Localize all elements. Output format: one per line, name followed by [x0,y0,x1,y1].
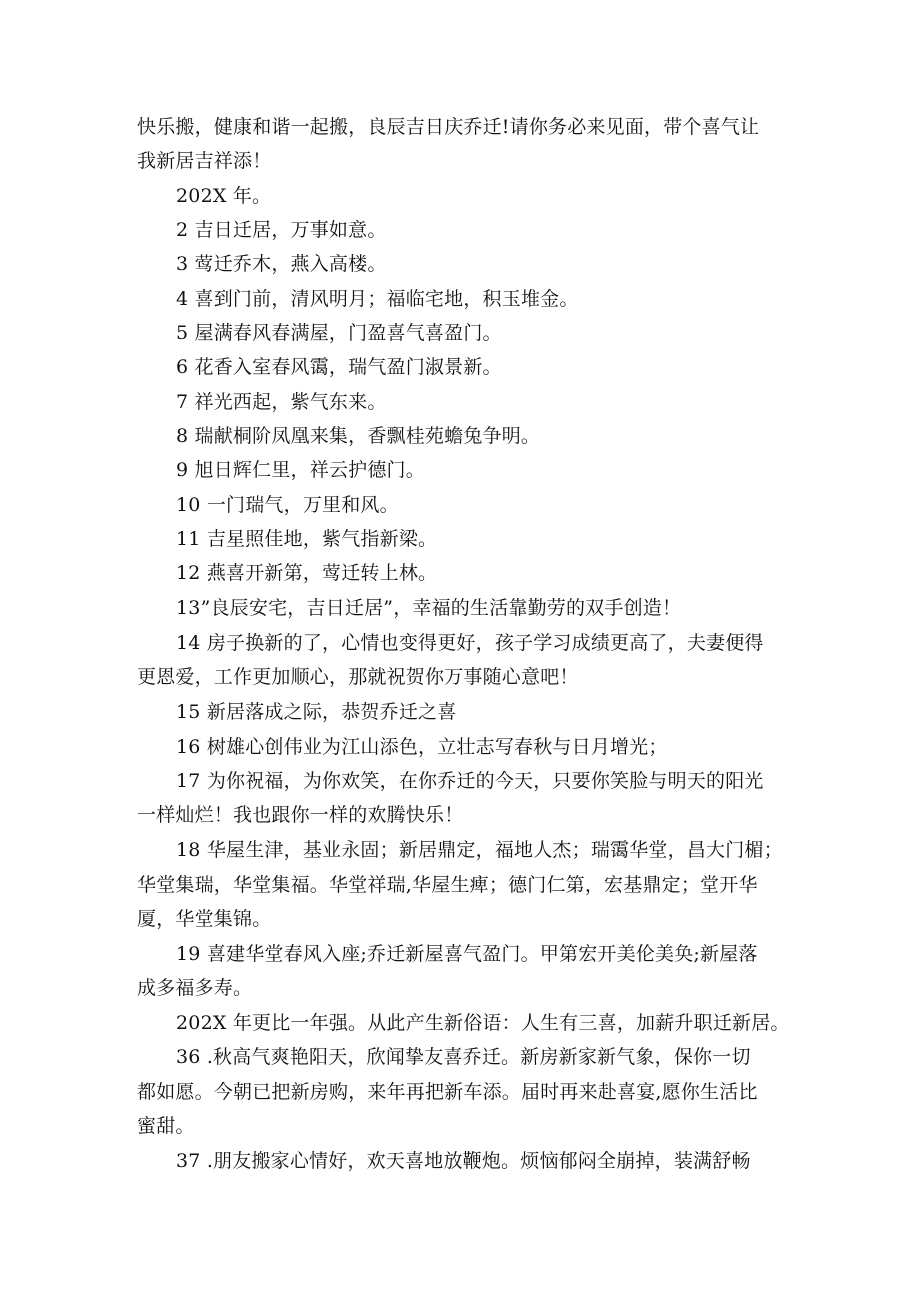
text-line: 10 一门瑞气，万里和风。 [176,494,399,516]
text-line: 蜜甜。 [137,1115,195,1137]
text-line: 一样灿烂！我也跟你一样的欢腾快乐！ [137,804,464,826]
text-line: 202X 年。 [176,185,272,207]
text-line: 17 为你祝福，为你欢笑，在你乔迁的今天，只要你笑脸与明天的阳光 [176,770,764,792]
text-line: 快乐搬，健康和谐一起搬，良辰吉日庆乔迁!请你务必来见面，带个喜气让 [137,116,760,138]
text-line: 14 房子换新的了，心情也变得更好，孩子学习成绩更高了，夫妻便得 [176,632,764,654]
text-line: 12 燕喜开新第，莺迁转上林。 [176,562,438,584]
text-line: 更恩爱，工作更加顺心，那就祝贺你万事随心意吧！ [137,666,579,688]
text-line: 都如愿。今朝已把新房购，来年再把新车添。届时再来赴喜宴,愿你生活比 [137,1081,758,1103]
text-line: 8 瑞献桐阶凤凰来集，香飘桂苑蟾兔争明。 [176,425,541,447]
text-line: 9 旭日辉仁里，祥云护德门。 [176,459,425,481]
text-line: 15 新居落成之际，恭贺乔迁之喜 [176,701,457,723]
text-line: 36 .秋高气爽艳阳天，欣闻挚友喜乔迁。新房新家新气象，保你一切 [176,1046,751,1068]
text-line: 19 喜建华堂春风入座;乔迁新屋喜气盈门。甲第宏开美伦美奂;新屋落 [176,943,758,965]
text-line: 我新居吉祥添！ [137,150,272,172]
text-line: 4 喜到门前，清风明月；福临宅地，积玉堆金。 [176,288,579,310]
text-line: 华堂集瑞，华堂集福。华堂祥瑞,华屋生痺；德门仁第，宏基鼎定；堂开华 [137,874,758,896]
text-line: 37 .朋友搬家心情好，欢天喜地放鞭炮。烦恼郁闷全崩掉，装满舒畅 [176,1150,751,1172]
text-line: 18 华屋生津，基业永固；新居鼎定，福地人杰；瑞霭华堂，昌大门楣； [176,839,783,861]
text-line: 厦，华堂集锦。 [137,908,272,930]
text-line: 成多福多寿。 [137,977,253,999]
text-line: 13”良辰安宅，吉日迁居”，幸福的生活靠勤劳的双手创造！ [176,597,682,619]
text-line: 16 树雄心创伟业为江山添色，立壮志写春秋与日月增光； [176,736,668,758]
text-line: 11 吉星照佳地，紫气指新梁。 [176,528,438,550]
text-line: 5 屋满春风春满屋，门盈喜气喜盈门。 [176,322,502,344]
text-line: 202X 年更比一年强。从此产生新俗语：人生有三喜，加薪升职迁新居。 [176,1012,790,1034]
text-line: 7 祥光西起，紫气东来。 [176,391,387,413]
text-line: 6 花香入室春风霭，瑞气盈门淑景新。 [176,356,502,378]
text-line: 3 莺迁乔木，燕入高楼。 [176,253,387,275]
text-line: 2 吉日迁居，万事如意。 [176,219,387,241]
